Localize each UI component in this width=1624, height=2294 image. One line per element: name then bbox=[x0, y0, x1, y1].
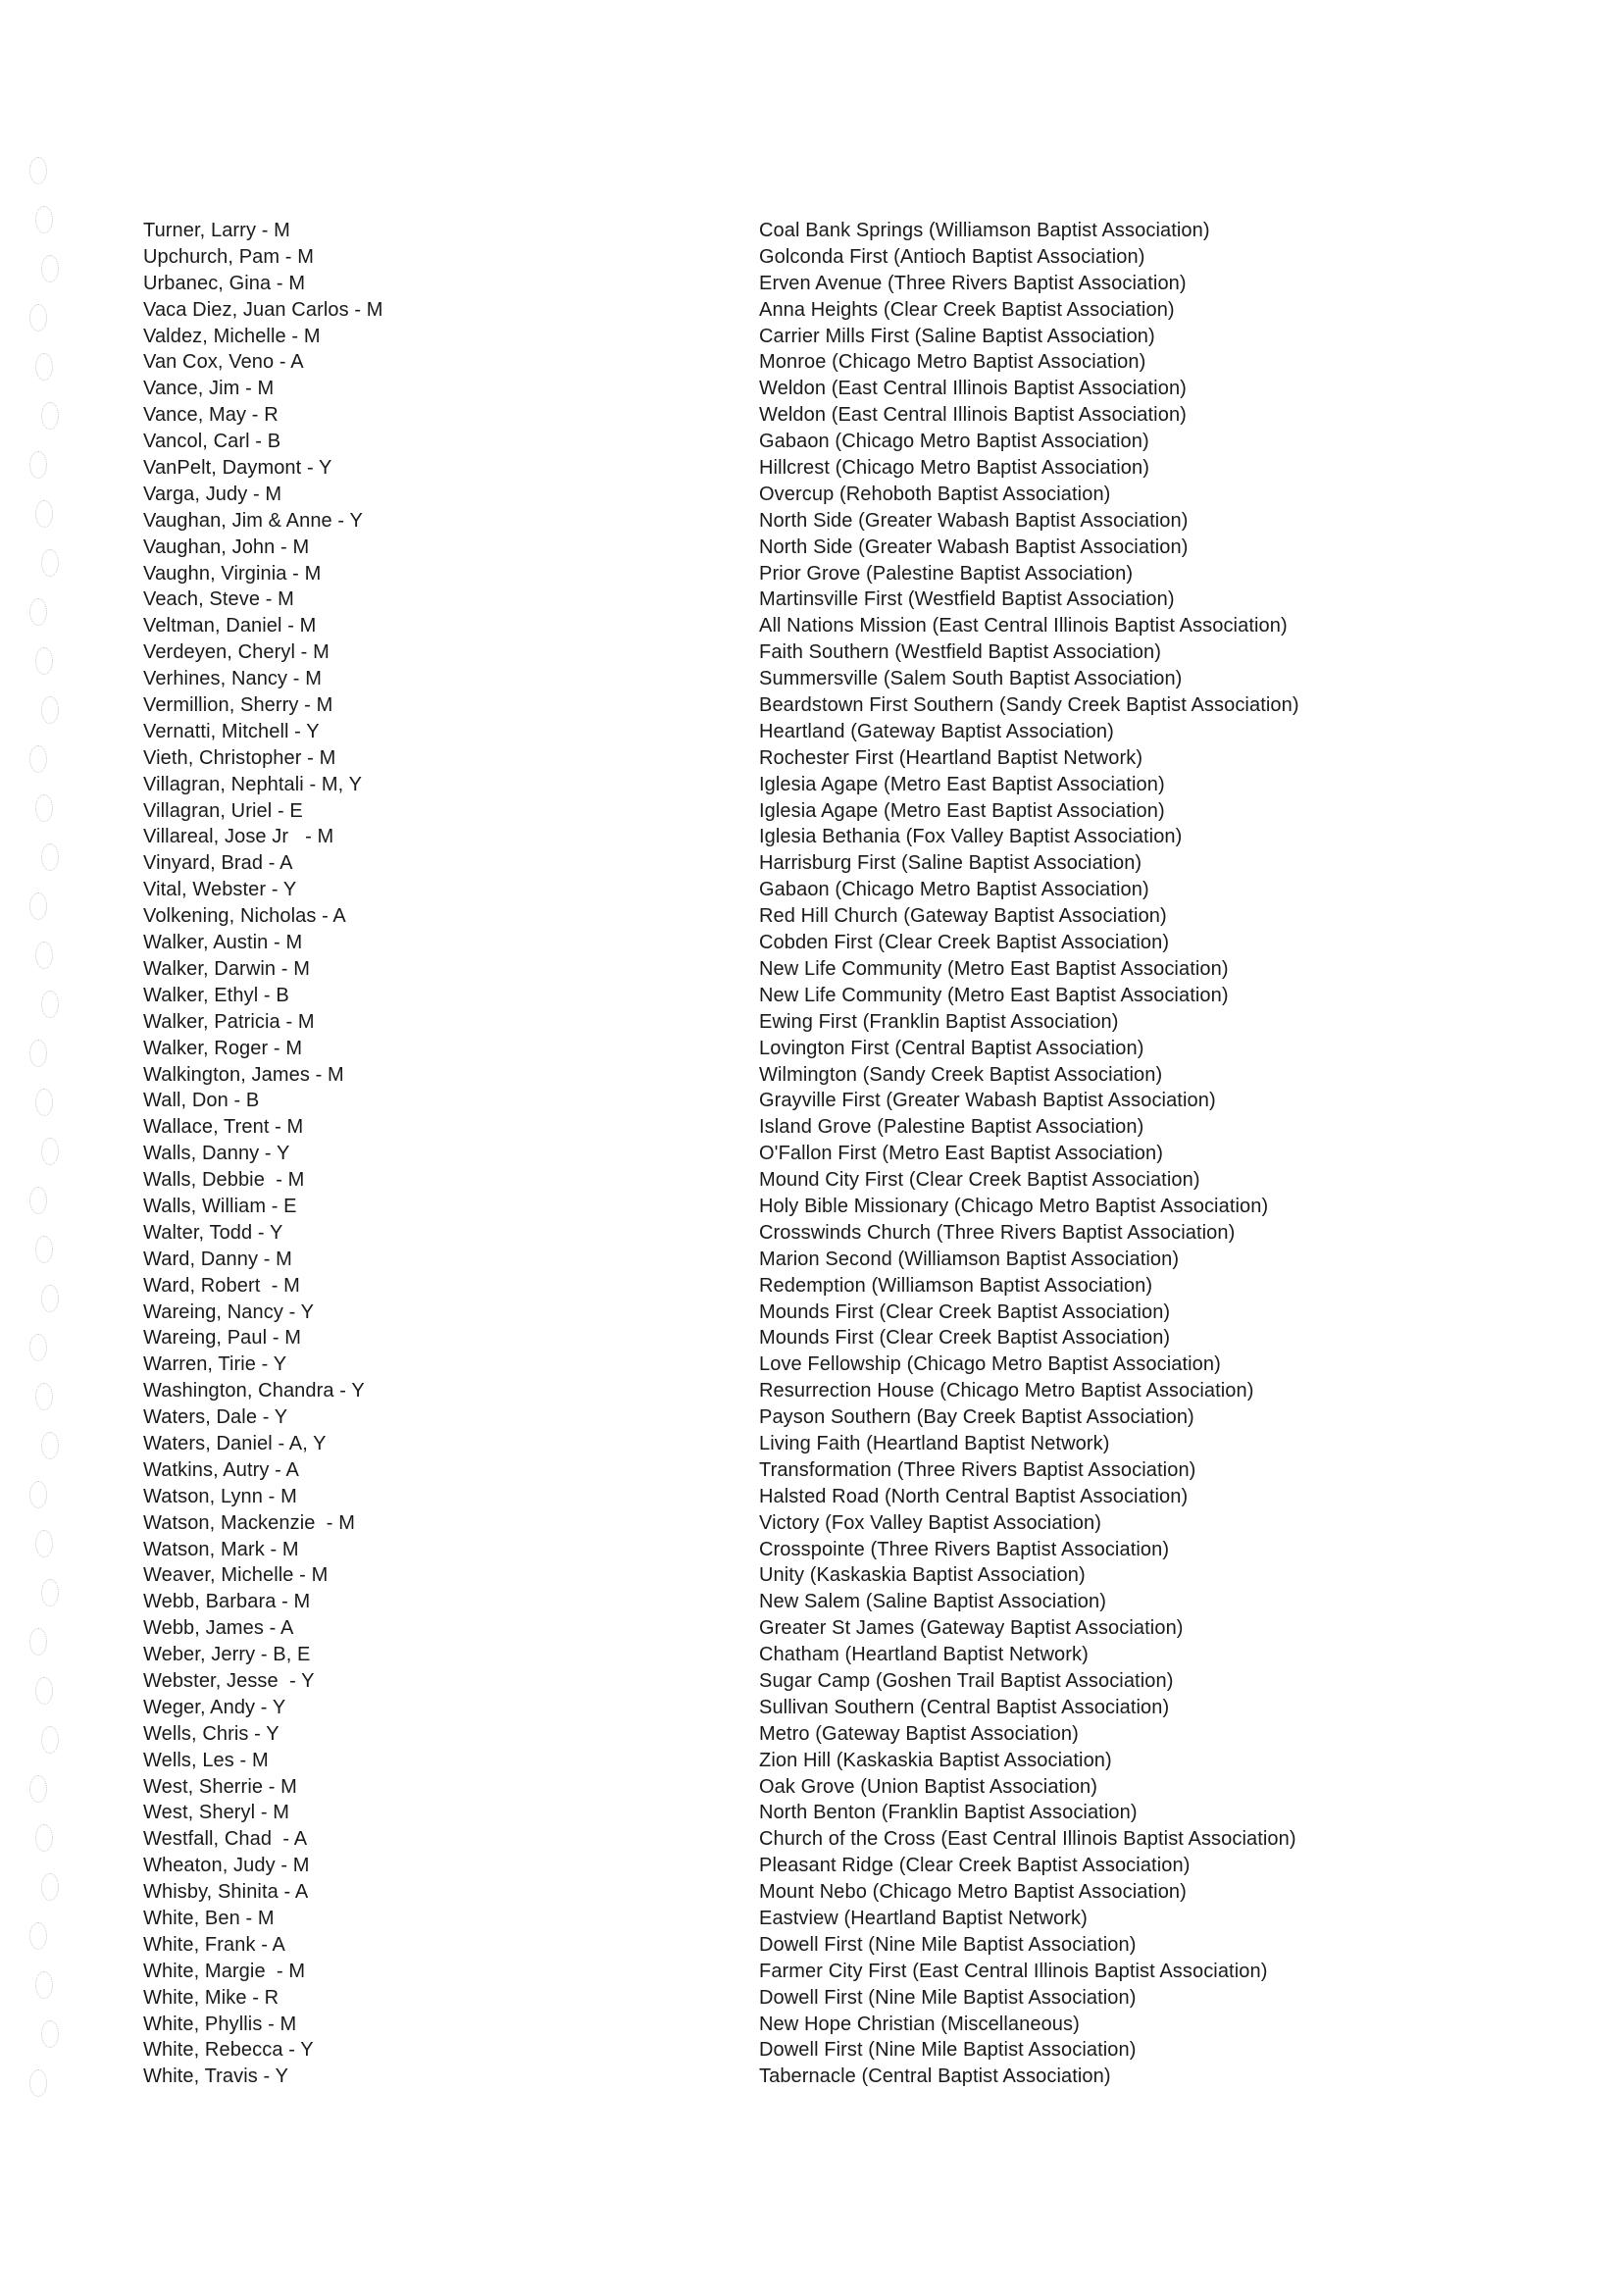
entry-church: Redemption (Williamson Baptist Association) bbox=[759, 1274, 1153, 1297]
entry-name: Washington, Chandra - Y bbox=[143, 1380, 365, 1402]
scan-mark bbox=[29, 1481, 47, 1508]
entry-church: Victory (Fox Valley Baptist Association) bbox=[759, 1511, 1101, 1534]
entry-name: White, Margie - M bbox=[143, 1960, 306, 1982]
entry-name: Wheaton, Judy - M bbox=[143, 1855, 310, 1877]
scan-mark bbox=[35, 500, 53, 528]
entry-name: Wells, Chris - Y bbox=[143, 1722, 279, 1745]
entry-church: Living Faith (Heartland Baptist Network) bbox=[759, 1432, 1110, 1454]
entry-name: Vance, Jim - M bbox=[143, 378, 275, 400]
entry-church: Heartland (Gateway Baptist Association) bbox=[759, 720, 1114, 742]
entry-church: Golconda First (Antioch Baptist Association) bbox=[759, 245, 1145, 268]
entry-name: Vermillion, Sherry - M bbox=[143, 694, 333, 717]
names-column bbox=[143, 218, 692, 2090]
scan-mark bbox=[29, 2069, 47, 2097]
entry-name: Westfall, Chad - A bbox=[143, 1828, 308, 1851]
entry-name: Veltman, Daniel - M bbox=[143, 615, 317, 637]
entry-church: Mounds First (Clear Creek Baptist Association) bbox=[759, 1300, 1171, 1323]
entry-name: Vinyard, Brad - A bbox=[143, 852, 293, 875]
entry-name: Walker, Roger - M bbox=[143, 1037, 303, 1059]
entry-name: Watson, Mackenzie - M bbox=[143, 1511, 355, 1534]
entry-name: VanPelt, Daymont - Y bbox=[143, 457, 332, 480]
entry-church: Zion Hill (Kaskaskia Baptist Association) bbox=[759, 1749, 1112, 1771]
entry-name: Webb, James - A bbox=[143, 1617, 294, 1640]
entry-name: Walker, Patricia - M bbox=[143, 1010, 315, 1033]
entry-church: Red Hill Church (Gateway Baptist Association) bbox=[759, 905, 1167, 928]
entry-name: Vieth, Christopher - M bbox=[143, 746, 336, 769]
entry-church: Hillcrest (Chicago Metro Baptist Association) bbox=[759, 457, 1149, 480]
entry-church: Oak Grove (Union Baptist Association) bbox=[759, 1775, 1097, 1798]
scan-mark bbox=[29, 1628, 47, 1656]
scan-mark bbox=[29, 451, 47, 479]
scan-mark bbox=[41, 2020, 59, 2048]
entry-name: Ward, Danny - M bbox=[143, 1248, 292, 1270]
scan-mark bbox=[29, 1334, 47, 1361]
entry-church: Martinsville First (Westfield Baptist Association) bbox=[759, 588, 1175, 611]
entry-name: Watson, Lynn - M bbox=[143, 1485, 297, 1507]
scan-mark bbox=[29, 157, 47, 184]
scan-mark bbox=[29, 598, 47, 626]
entry-name: Varga, Judy - M bbox=[143, 483, 282, 505]
entry-name: Upchurch, Pam - M bbox=[143, 245, 314, 268]
entry-name: Valdez, Michelle - M bbox=[143, 325, 321, 347]
entry-name: Urbanec, Gina - M bbox=[143, 272, 306, 294]
scan-mark bbox=[29, 1040, 47, 1067]
entry-church: New Hope Christian (Miscellaneous) bbox=[759, 2013, 1080, 2035]
entry-name: Walker, Darwin - M bbox=[143, 957, 310, 980]
entry-church: Carrier Mills First (Saline Baptist Association) bbox=[759, 325, 1155, 347]
entry-church: O'Fallon First (Metro East Baptist Association) bbox=[759, 1143, 1163, 1165]
entry-church: Payson Southern (Bay Creek Baptist Association) bbox=[759, 1406, 1194, 1429]
entry-church: Beardstown First Southern (Sandy Creek Baptist Association) bbox=[759, 694, 1299, 717]
entry-name: White, Travis - Y bbox=[143, 2065, 289, 2088]
entry-name: Walls, Debbie - M bbox=[143, 1169, 305, 1192]
entry-name: Vernatti, Mitchell - Y bbox=[143, 720, 320, 742]
entry-church: Marion Second (Williamson Baptist Association) bbox=[759, 1248, 1180, 1270]
churches-column bbox=[759, 218, 1602, 2090]
entry-name: Walls, William - E bbox=[143, 1195, 297, 1217]
entry-name: Webb, Barbara - M bbox=[143, 1591, 311, 1613]
entry-church: Holy Bible Missionary (Chicago Metro Baptist Association) bbox=[759, 1195, 1269, 1217]
entry-church: Church of the Cross (East Central Illinois Baptist Association) bbox=[759, 1828, 1296, 1851]
entry-church: Transformation (Three Rivers Baptist Association) bbox=[759, 1458, 1196, 1481]
entry-church: Mound City First (Clear Creek Baptist Association) bbox=[759, 1169, 1200, 1192]
entry-church: Ewing First (Franklin Baptist Association) bbox=[759, 1010, 1119, 1033]
entry-name: Walter, Todd - Y bbox=[143, 1221, 283, 1244]
entry-church: Mounds First (Clear Creek Baptist Association) bbox=[759, 1327, 1171, 1350]
entry-church: Love Fellowship (Chicago Metro Baptist Association) bbox=[759, 1353, 1221, 1376]
entry-church: Dowell First (Nine Mile Baptist Association) bbox=[759, 2039, 1137, 2062]
entry-name: White, Rebecca - Y bbox=[143, 2039, 314, 2062]
entry-church: New Salem (Saline Baptist Association) bbox=[759, 1591, 1106, 1613]
entry-name: Wareing, Paul - M bbox=[143, 1327, 302, 1350]
scan-mark bbox=[41, 1579, 59, 1606]
entry-church: Farmer City First (East Central Illinois Baptist Association) bbox=[759, 1960, 1268, 1982]
entry-church: Monroe (Chicago Metro Baptist Association) bbox=[759, 351, 1146, 374]
entry-name: Watson, Mark - M bbox=[143, 1538, 299, 1560]
entry-name: Walls, Danny - Y bbox=[143, 1143, 290, 1165]
entry-name: Warren, Tirie - Y bbox=[143, 1353, 287, 1376]
entry-name: Weber, Jerry - B, E bbox=[143, 1644, 311, 1666]
entry-name: Verhines, Nancy - M bbox=[143, 668, 322, 690]
scan-mark bbox=[41, 696, 59, 724]
entry-name: Ward, Robert - M bbox=[143, 1274, 300, 1297]
entry-name: Vaca Diez, Juan Carlos - M bbox=[143, 298, 383, 321]
scan-mark bbox=[41, 843, 59, 871]
entry-name: Vaughan, John - M bbox=[143, 535, 310, 558]
entry-name: Villagran, Nephtali - M, Y bbox=[143, 773, 363, 795]
entry-church: Prior Grove (Palestine Baptist Association) bbox=[759, 562, 1134, 585]
scan-mark bbox=[35, 942, 53, 969]
scan-mark bbox=[35, 1236, 53, 1263]
scan-mark bbox=[35, 1383, 53, 1410]
scan-mark bbox=[29, 304, 47, 331]
entry-church: North Benton (Franklin Baptist Association) bbox=[759, 1802, 1138, 1824]
entry-name: Whisby, Shinita - A bbox=[143, 1881, 309, 1904]
scan-mark bbox=[35, 794, 53, 822]
entry-name: Vaughan, Jim & Anne - Y bbox=[143, 509, 363, 532]
entry-name: Villagran, Uriel - E bbox=[143, 799, 303, 822]
scan-mark bbox=[29, 1187, 47, 1214]
scan-mark bbox=[35, 1089, 53, 1116]
scan-mark bbox=[29, 745, 47, 773]
entry-name: Wall, Don - B bbox=[143, 1090, 260, 1112]
scan-mark bbox=[41, 1432, 59, 1459]
entry-name: Vaughn, Virginia - M bbox=[143, 562, 322, 585]
entry-church: Dowell First (Nine Mile Baptist Association) bbox=[759, 1986, 1137, 2009]
entry-name: West, Sheryl - M bbox=[143, 1802, 290, 1824]
scan-mark bbox=[41, 991, 59, 1018]
entry-name: Walker, Austin - M bbox=[143, 932, 303, 954]
entry-church: Coal Bank Springs (Williamson Baptist Association) bbox=[759, 220, 1210, 241]
entry-name: White, Phyllis - M bbox=[143, 2013, 297, 2035]
entry-church: Sullivan Southern (Central Baptist Association) bbox=[759, 1696, 1170, 1718]
entry-church: Halsted Road (North Central Baptist Association) bbox=[759, 1485, 1189, 1507]
scan-mark bbox=[41, 255, 59, 282]
scan-mark bbox=[35, 1677, 53, 1705]
entry-church: New Life Community (Metro East Baptist Association) bbox=[759, 984, 1229, 1006]
scan-mark bbox=[29, 1775, 47, 1803]
entry-church: All Nations Mission (East Central Illinois Baptist Association) bbox=[759, 615, 1288, 637]
entry-church: Iglesia Bethania (Fox Valley Baptist Association) bbox=[759, 826, 1183, 848]
entry-church: Metro (Gateway Baptist Association) bbox=[759, 1722, 1079, 1745]
entry-name: Wallace, Trent - M bbox=[143, 1116, 304, 1139]
scan-mark bbox=[29, 1922, 47, 1950]
scan-mark bbox=[35, 1530, 53, 1557]
entry-name: Veach, Steve - M bbox=[143, 588, 294, 611]
entry-church: Grayville First (Greater Wabash Baptist Association) bbox=[759, 1090, 1216, 1112]
scan-mark bbox=[35, 1971, 53, 1999]
entry-church: Sugar Camp (Goshen Trail Baptist Association) bbox=[759, 1669, 1174, 1692]
entry-church: North Side (Greater Wabash Baptist Association) bbox=[759, 535, 1189, 558]
entry-name: West, Sherrie - M bbox=[143, 1775, 297, 1798]
entry-church: Dowell First (Nine Mile Baptist Association) bbox=[759, 1933, 1137, 1956]
entry-name: Turner, Larry - M bbox=[143, 220, 290, 241]
entry-name: Vancol, Carl - B bbox=[143, 431, 281, 453]
entry-name: Volkening, Nicholas - A bbox=[143, 905, 346, 928]
scan-mark bbox=[41, 1873, 59, 1901]
entry-church: Lovington First (Central Baptist Association) bbox=[759, 1037, 1144, 1059]
entry-church: Iglesia Agape (Metro East Baptist Association) bbox=[759, 773, 1165, 795]
scan-mark bbox=[41, 1285, 59, 1312]
entry-name: Weger, Andy - Y bbox=[143, 1696, 286, 1718]
entry-name: Van Cox, Veno - A bbox=[143, 351, 304, 374]
entry-church: Crosswinds Church (Three Rivers Baptist Association) bbox=[759, 1221, 1236, 1244]
entry-name: White, Frank - A bbox=[143, 1933, 285, 1956]
entry-church: Eastview (Heartland Baptist Network) bbox=[759, 1908, 1088, 1929]
entry-church: Crosspointe (Three Rivers Baptist Association) bbox=[759, 1538, 1170, 1560]
entry-name: Wells, Les - M bbox=[143, 1749, 269, 1771]
entry-name: Walkington, James - M bbox=[143, 1063, 344, 1086]
entry-name: Waters, Dale - Y bbox=[143, 1406, 288, 1429]
entry-church: Summersville (Salem South Baptist Association) bbox=[759, 668, 1183, 690]
entry-church: Pleasant Ridge (Clear Creek Baptist Association) bbox=[759, 1855, 1191, 1877]
entry-church: Tabernacle (Central Baptist Association) bbox=[759, 2065, 1111, 2088]
entry-name: Waters, Daniel - A, Y bbox=[143, 1432, 327, 1454]
entry-church: Erven Avenue (Three Rivers Baptist Association) bbox=[759, 272, 1187, 294]
scan-mark bbox=[41, 549, 59, 577]
entry-church: Greater St James (Gateway Baptist Association) bbox=[759, 1617, 1184, 1640]
entry-church: North Side (Greater Wabash Baptist Association) bbox=[759, 509, 1189, 532]
entry-church: New Life Community (Metro East Baptist Association) bbox=[759, 957, 1229, 980]
scan-mark bbox=[29, 892, 47, 920]
entry-church: Chatham (Heartland Baptist Network) bbox=[759, 1644, 1089, 1666]
entry-church: Weldon (East Central Illinois Baptist Association) bbox=[759, 378, 1187, 400]
entry-church: Gabaon (Chicago Metro Baptist Association) bbox=[759, 879, 1149, 901]
entry-name: Weaver, Michelle - M bbox=[143, 1564, 329, 1587]
entry-church: Anna Heights (Clear Creek Baptist Association) bbox=[759, 298, 1175, 321]
entry-church: Faith Southern (Westfield Baptist Association) bbox=[759, 641, 1161, 664]
scan-mark bbox=[35, 647, 53, 675]
entry-church: Rochester First (Heartland Baptist Network) bbox=[759, 746, 1143, 769]
entry-name: Verdeyen, Cheryl - M bbox=[143, 641, 330, 664]
entry-church: Weldon (East Central Illinois Baptist Association) bbox=[759, 404, 1187, 427]
entry-church: Iglesia Agape (Metro East Baptist Association) bbox=[759, 799, 1165, 822]
scanned-margin-hole-marks bbox=[20, 147, 108, 2158]
entry-name: Vance, May - R bbox=[143, 404, 279, 427]
entry-name: Watkins, Autry - A bbox=[143, 1458, 299, 1481]
scan-mark bbox=[41, 402, 59, 430]
entry-name: Vital, Webster - Y bbox=[143, 879, 297, 901]
entry-church: Gabaon (Chicago Metro Baptist Association) bbox=[759, 431, 1149, 453]
entry-church: Harrisburg First (Saline Baptist Association) bbox=[759, 852, 1142, 875]
entry-church: Unity (Kaskaskia Baptist Association) bbox=[759, 1564, 1086, 1587]
scan-mark bbox=[35, 353, 53, 381]
entry-church: Cobden First (Clear Creek Baptist Association) bbox=[759, 932, 1170, 954]
entry-church: Overcup (Rehoboth Baptist Association) bbox=[759, 483, 1111, 505]
entry-name: Webster, Jesse - Y bbox=[143, 1669, 315, 1692]
entry-church: Mount Nebo (Chicago Metro Baptist Association) bbox=[759, 1881, 1187, 1904]
entry-name: White, Ben - M bbox=[143, 1908, 275, 1929]
entry-name: Wareing, Nancy - Y bbox=[143, 1300, 315, 1323]
scan-mark bbox=[35, 1824, 53, 1852]
entry-church: Wilmington (Sandy Creek Baptist Association) bbox=[759, 1063, 1163, 1086]
entry-name: Walker, Ethyl - B bbox=[143, 984, 289, 1006]
entry-name: White, Mike - R bbox=[143, 1986, 279, 2009]
scan-mark bbox=[35, 206, 53, 233]
scan-mark bbox=[41, 1138, 59, 1165]
scan-mark bbox=[41, 1726, 59, 1754]
entry-church: Island Grove (Palestine Baptist Association) bbox=[759, 1116, 1144, 1139]
entry-name: Villareal, Jose Jr - M bbox=[143, 826, 334, 848]
entry-church: Resurrection House (Chicago Metro Baptist Association) bbox=[759, 1380, 1254, 1402]
